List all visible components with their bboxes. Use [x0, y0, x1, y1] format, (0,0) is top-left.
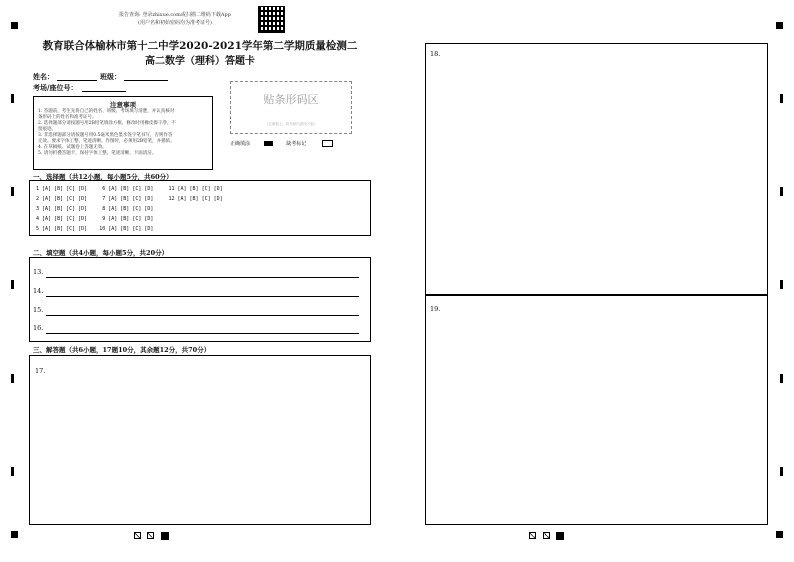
timing-mark	[11, 280, 14, 289]
page-title: 教育联合体榆林市第十二中学2020-2021学年第二学期质量检测二	[42, 40, 358, 52]
notice-box	[33, 96, 213, 170]
page-mark-slash-icon	[543, 532, 550, 539]
timing-mark	[780, 187, 783, 196]
notice-line: 3. 非选择题部分请按题号用0.5毫米黑色墨水签字笔书写，否则作答	[38, 133, 173, 138]
notice-line: 1. 答题前，考生先将自己的姓名、班级、考场填写清楚，并认真核对	[38, 109, 175, 114]
page-subtitle: 高二数学（理科）答题卡	[145, 56, 255, 67]
choice-row[interactable]: 4 [A] [B] [C] [D] 9 [A] [B] [C] [D]	[36, 216, 154, 222]
fill-blank-number: 14.	[33, 287, 44, 295]
timing-mark	[780, 94, 783, 103]
qr-code-image	[258, 6, 285, 33]
page-mark-slash-icon	[147, 532, 154, 539]
name-label: 姓名：	[33, 72, 54, 81]
report-query-line1: 报告查询: 登录zhixue.com或扫描二维码下载App	[119, 12, 231, 18]
answer-box-18[interactable]	[425, 43, 768, 296]
corner-mark-top-right	[776, 22, 783, 29]
fill-blank-box	[29, 257, 371, 342]
exam-seat-field[interactable]	[82, 91, 126, 92]
notice-line: 5. 请勿折叠答题卡，保持字体工整、笔迹清晰、卡面清洁。	[38, 151, 157, 156]
exam-seat-label: 考场/座位号：	[33, 83, 78, 92]
correct-fill-label: 正确填涂	[230, 141, 251, 147]
question-number-17: 17.	[35, 367, 46, 375]
page-mark-slash-icon	[134, 532, 141, 539]
timing-mark	[780, 280, 783, 289]
timing-mark	[11, 467, 14, 476]
report-query-note	[105, 11, 245, 27]
correct-fill-icon	[264, 141, 273, 146]
section2-title: 二、填空题（共4小题，每小题5分，共20分）	[33, 249, 169, 257]
corner-mark-top-left	[11, 22, 18, 29]
choice-answer-box	[29, 180, 371, 236]
timing-mark	[11, 94, 14, 103]
page-mark-slash-icon	[529, 532, 536, 539]
question-number-19: 19.	[430, 305, 441, 313]
absent-mark-box[interactable]	[322, 140, 333, 147]
corner-mark-bottom-right	[776, 531, 783, 538]
timing-mark	[780, 374, 783, 383]
absent-mark-label: 缺考标记	[286, 141, 307, 147]
question-number-18: 18.	[430, 50, 441, 58]
barcode-area	[230, 81, 352, 134]
notice-line: 条形码上的姓名和准考证号。	[38, 115, 97, 120]
fill-blank-line-14[interactable]	[46, 296, 359, 297]
barcode-label: 贴条形码区	[263, 93, 319, 106]
section3-title: 三、解答题（共6小题，17题10分，其余题12分，共70分）	[33, 346, 211, 354]
choice-row[interactable]: 5 [A] [B] [C] [D] 10 [A] [B] [C] [D]	[36, 226, 154, 232]
class-label: 班级：	[100, 72, 121, 81]
name-field[interactable]	[57, 80, 97, 81]
timing-mark	[11, 374, 14, 383]
notice-line: 4. 在草稿纸、试题卷上答题无效。	[38, 145, 107, 150]
choice-row[interactable]: 2 [A] [B] [C] [D] 7 [A] [B] [C] [D] 12 [A] [B] [C] [D]	[36, 196, 223, 202]
notice-line: 留痕迹。	[38, 127, 56, 132]
barcode-sub: （正面朝上，切勿贴出虚线方框）	[264, 122, 318, 126]
timing-mark	[11, 187, 14, 196]
notice-line: 无效。要求字体工整、笔迹清晰。作图时，必须用2B铅笔，并描浓。	[38, 139, 175, 144]
choice-row[interactable]: 1 [A] [B] [C] [D] 6 [A] [B] [C] [D] 11 [A] [B] [C] [D]	[36, 186, 223, 192]
answer-box-17[interactable]	[29, 355, 371, 525]
notice-title: 注意事项	[110, 101, 136, 109]
class-field[interactable]	[124, 80, 168, 81]
legend	[230, 140, 333, 147]
corner-mark-bottom-left	[11, 531, 18, 538]
timing-mark	[780, 467, 783, 476]
fill-blank-number: 13.	[33, 268, 44, 276]
fill-blank-line-13[interactable]	[46, 277, 359, 278]
choice-row[interactable]: 3 [A] [B] [C] [D] 8 [A] [B] [C] [D]	[36, 206, 154, 212]
notice-line: 2. 选择题部分请按题号用2B铅笔填涂方框，修改时用橡皮擦干净，不	[38, 121, 176, 126]
page-mark-filled	[161, 532, 169, 540]
report-query-line2: (用户名和初始密码均为准考证号)	[138, 20, 212, 26]
answer-box-19[interactable]	[425, 294, 768, 525]
fill-blank-line-15[interactable]	[46, 315, 359, 316]
fill-blank-line-16[interactable]	[46, 333, 359, 334]
page-mark-filled	[556, 532, 564, 540]
fill-blank-number: 15.	[33, 306, 44, 314]
section1-title: 一、选择题（共12小题，每小题5分，共60分）	[33, 173, 173, 181]
fill-blank-number: 16.	[33, 324, 44, 332]
